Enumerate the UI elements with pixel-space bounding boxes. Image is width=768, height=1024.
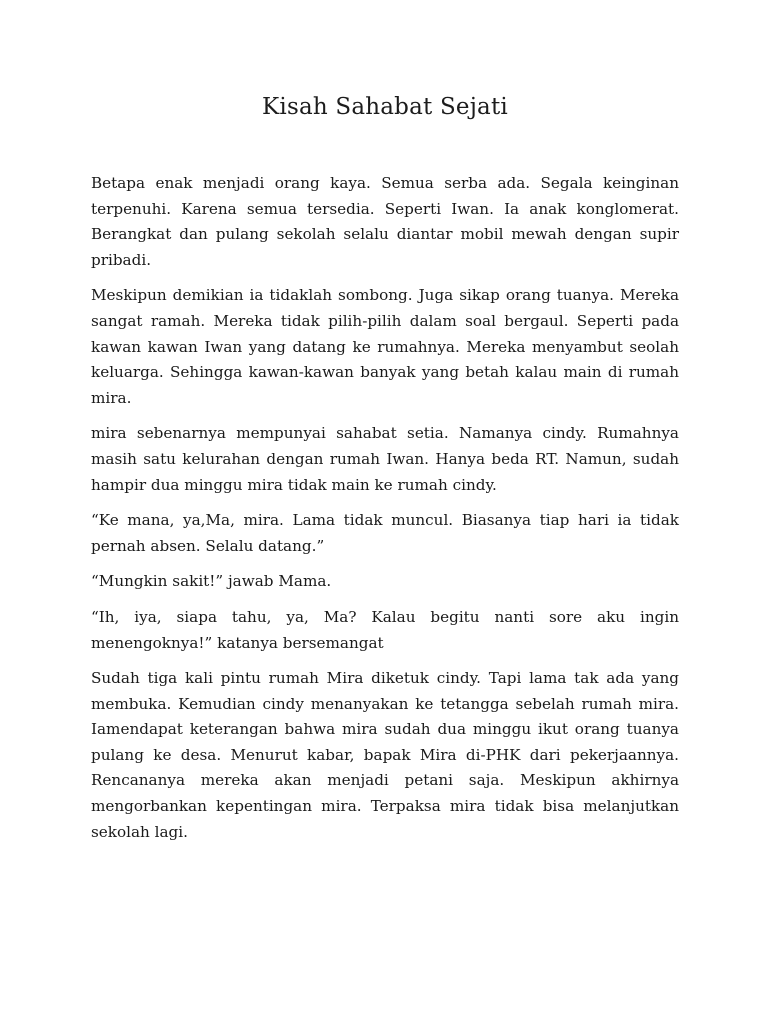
paragraph-5-dialogue: “Mungkin sakit!” jawab Mama.	[91, 572, 332, 591]
document-title: Kisah Sahabat Sejati	[262, 94, 508, 120]
paragraph-4-dialogue: “Ke mana, ya,Ma, mira. Lama tidak muncul. Biasanya tiap hari ia tidak pernah absen. Selalu datang.”	[91, 511, 679, 555]
paragraph-1: Betapa enak menjadi orang kaya. Semua serba ada. Segala keinginan terpenuhi. Karena semua tersedia. Seperti Iwan. Ia anak konglomerat. Berangkat dan pulang sekolah selalu diantar mobil mewah dengan supir pribadi.	[91, 174, 679, 269]
document-body	[91, 171, 679, 855]
paragraph-6-dialogue: “Ih, iya, siapa tahu, ya, Ma? Kalau begitu nanti sore aku ingin menengoknya!” katanya bersemangat	[91, 607, 679, 652]
paragraph-7: Sudah tiga kali pintu rumah Mira diketuk cindy. Tapi lama tak ada yang membuka. Kemudian cindy menanyakan ke tetangga sebelah rumah mira. Iamendapat keterangan bahwa mira sudah dua minggu ikut orang tuanya pulang ke desa. Menurut kabar, bapak Mira di-PHK dari pekerjaannya. Rencananya mereka akan menjadi petani saja. Meskipun akhirnya mengorbankan kepentingan mira. Terpaksa mira tidak bisa melanjutkan sekolah lagi.	[91, 669, 679, 841]
paragraph-2: Meskipun demikian ia tidaklah sombong. Juga sikap orang tuanya. Mereka sangat ramah. Mereka tidak pilih-pilih dalam soal bergaul. Seperti pada kawan kawan Iwan yang datang ke rumahnya. Mereka menyambut seolah keluarga. Sehingga kawan-kawan banyak yang betah kalau main di rumah mira.	[91, 286, 679, 407]
paragraph-3: mira sebenarnya mempunyai sahabat setia. Namanya cindy. Rumahnya masih satu kelurahan dengan rumah Iwan. Hanya beda RT. Namun, sudah hampir dua minggu mira tidak main ke rumah cindy.	[91, 424, 679, 494]
